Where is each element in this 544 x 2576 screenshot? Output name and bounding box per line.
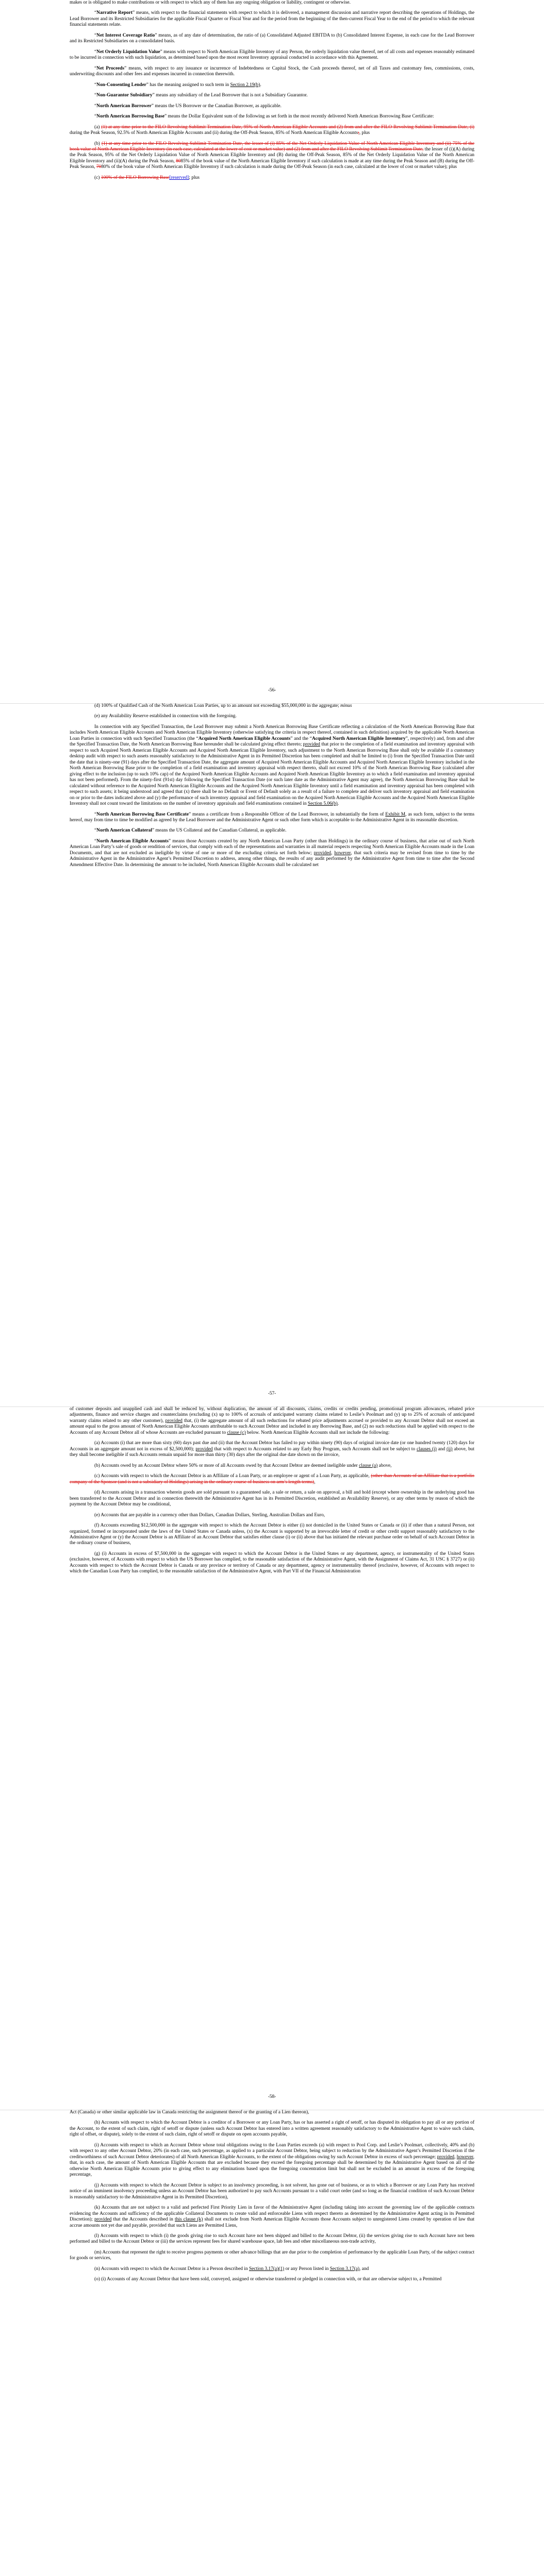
underlined-text: provided xyxy=(94,2217,112,2223)
paragraph xyxy=(70,104,474,109)
paragraph xyxy=(70,33,474,45)
paragraph xyxy=(70,125,474,137)
underlined-text: provided xyxy=(314,850,331,856)
text-run: , plus xyxy=(359,130,370,136)
text-run: (a) Accounts (i) that are more than sixty (60) days past due and (ii) that the Account Debtor has failed to pay within ninety (90) days of original invoice date (or one hundred twenty (120) days for Accounts in an aggregate amount not in excess of $2,500,000); xyxy=(70,1440,474,1452)
document-page-4 xyxy=(0,2110,544,2576)
text-run: , that such criteria may be revised from time to time by the Administrative Agent in the Administrative Agent’s Permitted Discretion to address, among other things, the results of any audit performed by the Administrative Agent from time to time after the Second Amendment Effective Date. In determining the amount to be included, North American Eligible Accounts shall be calculated net xyxy=(70,850,474,868)
text-run: or any Person listed in xyxy=(284,2266,330,2272)
text-run: (l) Accounts with respect to which (i) the goods giving rise to such Account have not been shipped and billed to the Account Debtor, (ii) the services giving rise to such Account have not been performed and billed to the Account Debtor or (iii) the services represent fees for shared warehouse space, lab fees and other miscellaneous non-trade activity, xyxy=(70,2233,474,2245)
paragraph xyxy=(70,828,474,834)
underlined-text: (ii) xyxy=(447,1446,453,1452)
text-run: (e) any Availability Reserve established in connection with the foregoing. xyxy=(94,714,237,719)
text-run: (a) xyxy=(94,124,102,130)
text-run: that with respect to Accounts related to any Early Buy Program, such Accounts shall not be subject to xyxy=(212,1446,417,1452)
underlined-text: clause (c) xyxy=(227,1430,246,1435)
paragraph xyxy=(70,2183,474,2200)
text-run: , xyxy=(314,1479,316,1485)
underlined-text: clauses (i) xyxy=(416,1446,437,1452)
page-body xyxy=(70,1406,474,1575)
paragraph xyxy=(70,2277,474,2282)
text-run: that, (i) the aggregate amount of all such reductions for rebated price adjustments accrued or provided to any Account Debtor shall not exceed an amount equal to the gross amount of North American Eligible Accounts attributable to such Account Debtor and included in any Borrowing Base, and (2) no such reductions shall be applied with respect to the Accounts of any Account Debtor all of whose Accounts are excluded pursuant to xyxy=(70,1418,474,1435)
paragraph xyxy=(70,1513,474,1518)
text-run: above, xyxy=(377,1463,392,1468)
paragraph xyxy=(70,2205,474,2229)
text-run: ; plus xyxy=(189,175,200,180)
text-run: (h) Accounts with respect to which the Account Debtor is a creditor of a Borrower or any Loan Party, has or has asserted a right of setoff, or has disputed its obligation to pay all or any portion of the Account, to the extent of such claim, right of setoff or dispute (unless such Account Debtor has entered into a written agreement reasonably satisfactory to the Administrative Agent to waive such claim, right of offset, or dispute), solely to the extent of such claim, right of setoff or dispute on open accounts payable, xyxy=(70,2120,474,2138)
underlined-text: provided xyxy=(437,2154,454,2160)
paragraph xyxy=(70,2266,474,2272)
paragraph xyxy=(70,141,474,171)
paragraph xyxy=(70,114,474,120)
paragraph xyxy=(70,175,474,181)
paragraph xyxy=(70,1406,474,1436)
document-page-1 xyxy=(0,0,544,703)
deleted-text: 80 xyxy=(176,158,181,164)
paragraph xyxy=(70,1440,474,1458)
text-run: . xyxy=(337,801,339,807)
page-number: -58- xyxy=(268,2094,276,2099)
underlined-text: provided xyxy=(165,1418,183,1423)
text-run: (c) Accounts with respect to which the Account Debtor is an Affiliate of a Loan Party, or an employee or agent of a Loan Party, as applicable, xyxy=(94,1473,371,1479)
paragraph xyxy=(70,1490,474,1507)
text-run: 85% of the book value of the North American Eligible Inventory if such calculation is made at any time during the Peak Season and (B) during the Off-Peak Season, xyxy=(70,158,474,170)
paragraph xyxy=(70,2250,474,2262)
text-run: “North American Collateral” means the US Collateral and the Canadian Collateral, as applicable. xyxy=(94,828,287,834)
deleted-text: (1) at any time prior to the FILO Revolving Sublimit Termination Date, 95% of North American Eligible Accounts and (2) from and after the FILO Revolving Sublimit Termination Date, (i) xyxy=(101,124,474,130)
text-run: (b) Accounts owed by an Account Debtor where 50% or more of all Accounts owed by that Account Debtor are deemed ineligible under xyxy=(94,1463,359,1468)
underlined-text: however xyxy=(334,850,351,856)
text-run: of customer deposits and unapplied cash and shall be reduced by, without duplication, the amount of all discounts, claims, credits or credits pending, promotional program allowances, rebated price adjustments, finance and service charges and counterclaims (excluding (x) up to 100% of accruals of anticipated warranty claims related to Leslie’s Poolmart and (y) up to 25% of accruals of anticipated warranty claims related to any other customer), xyxy=(70,1406,474,1423)
text-run: , that, in each case, the amount of North American Eligible Accounts that are excluded because they exceed the foregoing percentage shall be determined by the Administrative Agent based on all of the otherwise North American Eligible Accounts prior to giving effect to any eliminations based upon the foregoing concentration limit but shall not be excluded in an amount in excess of the foregoing percentage, xyxy=(70,2154,475,2178)
paragraph xyxy=(70,1473,474,1485)
document-page-3 xyxy=(0,1406,544,2110)
text-run: (g) (i) Accounts in excess of $7,500,000 in the aggregate with respect to which the Account Debtor is the United States or any department, agency, or instrumentality of the United States (exclusive, however, of Accounts with respect to which the US Borrower has complied, to the reasonable satisfaction of the Administrative Agent, with the Assignment of Claims Act, 31 USC § 3727) or (ii) Accounts with respect to which the Account Debtor is Canada or any province or territory of Canada or any department, agency or instrumentality thereof (exclusive, however, of Accounts with respect to which the Canadian Loan Party has complied, to the reasonable satisfaction of the Administrative Agent, with Part VII of the Financial Administration xyxy=(70,1551,474,1574)
text-run: (j) Accounts with respect to which the Account Debtor is subject to an insolvency proceeding, is not solvent, has gone out of business, or as to which a Borrower or any Loan Party has received notice of an imminent insolvency proceeding unless an Account Debtor has been authorized to pay such Accounts pursuant to a valid court order (and so long as the financial condition of such Account Debtor is reasonably satisfactory to the Administrative Agent in its Permitted Discretion), xyxy=(70,2182,474,2200)
text-run: and xyxy=(436,1446,447,1452)
underlined-text: Section 5.06(b) xyxy=(307,801,338,807)
paragraph xyxy=(70,0,474,6)
paragraph xyxy=(70,2110,474,2115)
page-number: -56- xyxy=(268,688,276,693)
paragraph xyxy=(70,812,474,824)
text-run: (i) Accounts with respect to which an Account Debtor whose total obligations owing to the Loan Parties exceeds (a) with respect to Pool Corp. and Leslie’s Poolmart, collectively, 40% and (b) with respect to any other Account Debtor, 20% (in each case, such percentage, as applied to a particular Account Debtor, being subject to reduction by the Administrative Agent’s Permitted Discretion if the creditworthiness of such Account Debtor deteriorates) of all North American Eligible Accounts, to the extent of the obligations owing by such Account Debtor in excess of such percentage; xyxy=(70,2142,474,2160)
underlined-text: clause (a) xyxy=(359,1463,378,1468)
paragraph xyxy=(70,66,474,78)
text-run: , and xyxy=(359,2266,369,2272)
text-run: “North American Borrower” means the US Borrower or the Canadian Borrower, as applicable. xyxy=(94,103,282,109)
page-body xyxy=(70,0,474,181)
text-run: “North American Borrowing Base” means the Dollar Equivalent sum of the following as set forth in the most recently delivered North American Borrowing Base Certificate: xyxy=(94,114,434,120)
paragraph xyxy=(70,724,474,807)
text-run: (n) Accounts with respect to which the Account Debtor is a Person described in xyxy=(94,2266,249,2272)
deleted-text: 100% of the FILO Borrowing Base xyxy=(101,175,170,180)
text-run: (k) Accounts that are not subject to a valid and perfected First Priority Lien in favor of the Administrative Agent (including taking into account the governing law of the applicable contracts evidencing the Accounts and sufficiency of the applicable Collateral Documents to create valid and enforceable Liens with respect thereto as determined by the Administrative Agent acting in its Permitted Discretion); xyxy=(70,2205,474,2223)
text-run: “Non-Consenting Lender” has the meaning assigned to such term in xyxy=(94,82,230,88)
text-run: . xyxy=(260,82,261,88)
text-run: “Net Orderly Liquidation Value” means with respect to North American Eligible Inventory of any Person, the orderly liquidation value thereof, net of all costs and expenses reasonably estimated to be incurred in connection with such liquidation, as determined based upon the most recent Inventory appraisal conducted in accordance with this Agreement. xyxy=(70,49,474,61)
underlined-text: this clause (k) xyxy=(175,2217,203,2223)
text-run: , xyxy=(454,2154,457,2160)
text-run: makes or is obligated to make contributions or with respect to which any of them has any ongoing obligation or liability, contingent or otherwise. xyxy=(70,0,351,5)
underlined-text: however xyxy=(456,2154,473,2160)
text-run: “North American Borrowing Base Certificate” means a certificate from a Responsible Officer of the Lead Borrower, in substantially the form of xyxy=(94,811,386,817)
text-run: below. North American Eligible Accounts shall not include the following: xyxy=(245,1430,390,1435)
text-run: In connection with any Specified Transaction, the Lead Borrower may submit a North American Borrowing Base Certificate reflecting a calculation of the North American Borrowing Base that includes North American Eligible Accounts and North American Eligible Inventory (otherwise satisfying the criteria in respect thereof, contained in such definition) acquired by the applicable North American Loan Parties in connection with such Specified Transaction (the “Acquired North American Eligible Accounts” and the “Acquired North American Eligible Inventory”, respectively) and, from and after the Specified Transaction Date, the North American Borrowing Base hereunder shall be calculated giving effect thereto; xyxy=(70,724,475,748)
text-run: during the Peak Season, 92.5% of North American Eligible Accounts and (ii) during the Off-Peak Season, 85% of North American Eligible Accounts xyxy=(70,130,358,136)
paragraph xyxy=(70,2143,474,2178)
underlined-text: Exhibit M xyxy=(385,811,406,817)
paragraph xyxy=(70,1551,474,1575)
text-run: (e) Accounts that are payable in a currency other than Dollars, Canadian Dollars, Sterling, Australian Dollars and Euro, xyxy=(94,1512,325,1518)
text-run: (d) Accounts arising in a transaction wherein goods are sold pursuant to a guaranteed sale, a sale or return, a sale on approval, a bill and hold (except where ownership in the underlying good has been transferred to the Account Debtor and in connection therewith the Administrative Agent has in its Permitted Discretion, established an Availability Reserve), or any other terms by reason of which the payment by the Account Debtor may be conditional, xyxy=(70,1490,474,1507)
text-run: above, but they shall become ineligible if such Accounts remain unpaid for more than thirty (30) days after the original due date shown on the invoice, xyxy=(70,1446,474,1458)
text-run: , xyxy=(331,850,335,856)
text-run: “Non-Guarantor Subsidiary” means any subsidiary of the Lead Borrower that is not a Subsidiary Guarantor. xyxy=(94,93,308,98)
page-number: -57- xyxy=(268,1391,276,1396)
underlined-text: Section 2.19(b) xyxy=(230,82,260,88)
text-run: shall not exclude from North American Eligible Accounts those Accounts subject to unregistered Liens created by operation of law that accrue amounts not yet due and payable, provided that such Liens are Permitted Liens, xyxy=(70,2217,474,2228)
paragraph xyxy=(70,93,474,98)
text-run: “Net Interest Coverage Ratio” means, as of any date of determination, the ratio of (a) Consolidated Adjusted EBITDA to (b) Consolidated Interest Expense, in each case for the Lead Borrower and its Restricted Subsidiaries on a consolidated basis. xyxy=(70,32,474,44)
deleted-text: (other than Accounts of an Affiliate that is a portfolio company of the Sponsor (and is not a subsidiary of Holdings) arising in the ordinary course of business on arm’s length terms) xyxy=(70,1473,474,1485)
page-body xyxy=(70,2110,474,2283)
paragraph xyxy=(70,839,474,868)
underlined-text: Section 3.17(a) xyxy=(329,2266,359,2272)
underlined-text: provided xyxy=(303,742,320,748)
text-run: minus xyxy=(340,703,352,708)
page-body xyxy=(70,703,474,868)
paragraph xyxy=(70,2120,474,2138)
paragraph xyxy=(70,714,474,719)
underlined-text: Section 3.17(a)(1) xyxy=(249,2266,285,2272)
text-run: “North American Eligible Accounts” means those Accounts created by any North American Loan Party (other than Holdings) in the ordinary course of business, that arise out of such North American Loan Party’s sale of goods or rendition of services, that comply with each of the representations and warranties in all material respects respecting North American Eligible Accounts made in the Loan Documents, and that are not excluded as ineligible by virtue of one or more of the excluding criteria set forth below; xyxy=(70,838,474,856)
text-run: that the Accounts described in xyxy=(111,2217,175,2223)
deleted-text: (1) at any time prior to the FILO Revolving Sublimit Termination Date, the lesser of (i) 85% of the Net Orderly Liquidation Value of North American Eligible Inventory and (ii) 75% of the book value of North American Eligible Inventory (in each case, calculated at the lower of cost or market value) and (2) from and after the FILO Revolving Sublimit Termination Date, xyxy=(70,141,474,152)
text-run: the lesser of (i)(A) during the Peak Season, 95% of the Net Orderly Liquidation Value of North American Eligible Inventory and (B) during the Off-Peak Season, 85% of the Net Orderly Liquidation Value of the North American Eligible Inventory and (ii)(A) during the Peak Season, xyxy=(70,146,474,164)
paragraph xyxy=(70,1523,474,1547)
paragraph xyxy=(70,10,474,28)
paragraph xyxy=(70,1463,474,1469)
text-run: (m) Accounts that represent the right to receive progress payments or other advance billings that are due prior to the completion of performance by the applicable Loan Party, of the subject contract for goods or services, xyxy=(70,2249,474,2261)
paragraph xyxy=(70,703,474,709)
paragraph xyxy=(70,82,474,88)
document-page-2 xyxy=(0,703,544,1406)
text-run: “Narrative Report” means, with respect to the financial statements with respect to which it is delivered, a management discussion and narrative report describing the operations of Holdings, the Lead Borrower and its Restricted Subsidiaries for the applicable Fiscal Quarter or Fiscal Year and for the period from the beginning of the then-current Fiscal Year to the end of the period to which the relevant financial statements relate. xyxy=(70,10,474,28)
text-run: (d) 100% of Qualified Cash of the North American Loan Parties, up to an amount not exceeding $55,000,000 in the aggregate; xyxy=(94,703,340,708)
deleted-text: ; xyxy=(358,130,359,136)
deleted-text: 70 xyxy=(96,164,102,170)
text-run: “Net Proceeds” means, with respect to any issuance or incurrence of Indebtedness or Capital Stock, the Cash proceeds thereof, net of all Taxes and customary fees, commissions, costs, underwriting discounts and other fees and expenses incurred in connection therewith. xyxy=(70,65,474,77)
text-run: , as such form, subject to the terms hereof, may from time to time be modified as agreed by the Lead Borrower and the Administrative Agent or such other form which is acceptable to the Administrative Agent in its reasonable discretion. xyxy=(70,811,474,823)
text-run: 80% of the book value of North American Eligible Inventory if such calculation is made during the Off-Peak Season (in each case, calculated at the lower of cost or market value); plus xyxy=(101,164,457,170)
text-run: Act (Canada) or other similar applicable law in Canada restricting the assignment thereof or the granting of a Lien thereon), xyxy=(70,2110,309,2115)
text-run: (b) xyxy=(94,141,102,146)
underlined-text: provided xyxy=(195,1446,213,1452)
inserted-text: [reserved] xyxy=(169,175,189,180)
text-run: that prior to the completion of a field examination and inventory appraisal with respect to such Acquired North American Eligible Accounts and Acquired North American Eligible Inventory, such adjustment to the North American Borrowing Base shall only be available if a customary desktop audit with respect to such assets reasonably satisfactory to the Administrative Agent in its Permitted Discretion has been completed and shall be limited to (i) from the Specified Transaction Date until the date that is ninety-one (91) days after the Specified Transaction Date, the aggregate amount of Acquired North American Eligible Accounts and Acquired North American Eligible Inventory included in the North American Borrowing Base prior to the completion of a field examination and inventory appraisal with respect thereto, shall not exceed 10% of the North American Borrowing Base (calculated after giving effect to the inclusion (up to such 10% cap) of the Acquired North American Eligible Accounts and Acquired North American Eligible Inventory as to which a field examination and inventory appraisal has not been performed). From the ninety-first (91st) day following the Specified Transaction Date (or such later date as the Administrative Agent may agree), the North American Borrowing Base shall be calculated without reference to the Acquired North American Eligible Accounts and the Acquired North American Eligible Inventory until a field examination and inventory appraisal has been completed with respect to such assets; it being understood and agreed that (x) there shall be no Default or Event of Default solely as a result of a failure to complete and deliver such inventory appraisal and field examination on or prior to the dates indicated above and (y) the performance of such inventory appraisal and field examination on the Acquired North American Eligible Accounts and the Acquired North American Eligible Inventory shall not count toward the limitations on the number of inventory appraisals and field examinations contained in xyxy=(70,742,475,807)
paragraph xyxy=(70,49,474,61)
paragraph xyxy=(70,2233,474,2245)
text-run: (c) xyxy=(94,175,101,180)
text-run: (o) (i) Accounts of any Account Debtor that have been sold, conveyed, assigned or otherwise transferred or pledged in connection with, or that are otherwise subject to, a Permitted xyxy=(94,2277,442,2282)
text-run: (f) Accounts exceeding $12,500,000 in the aggregate with respect to which the Account Debtor is either (i) not domiciled in the United States or Canada or (ii) if other than a natural Person, not organized, formed or incorporated under the laws of the United States or Canada unless, (x) the Account is supported by an irrevocable letter of credit or other credit support reasonably satisfactory to the Administrative Agent or (y) the Account Debtor is an Affiliate of an Account Debtor that satisfies either clause (i) or (ii) above that has initiated the relevant purchase order on behalf of such Account Debtor in the ordinary course of business, xyxy=(70,1523,474,1546)
